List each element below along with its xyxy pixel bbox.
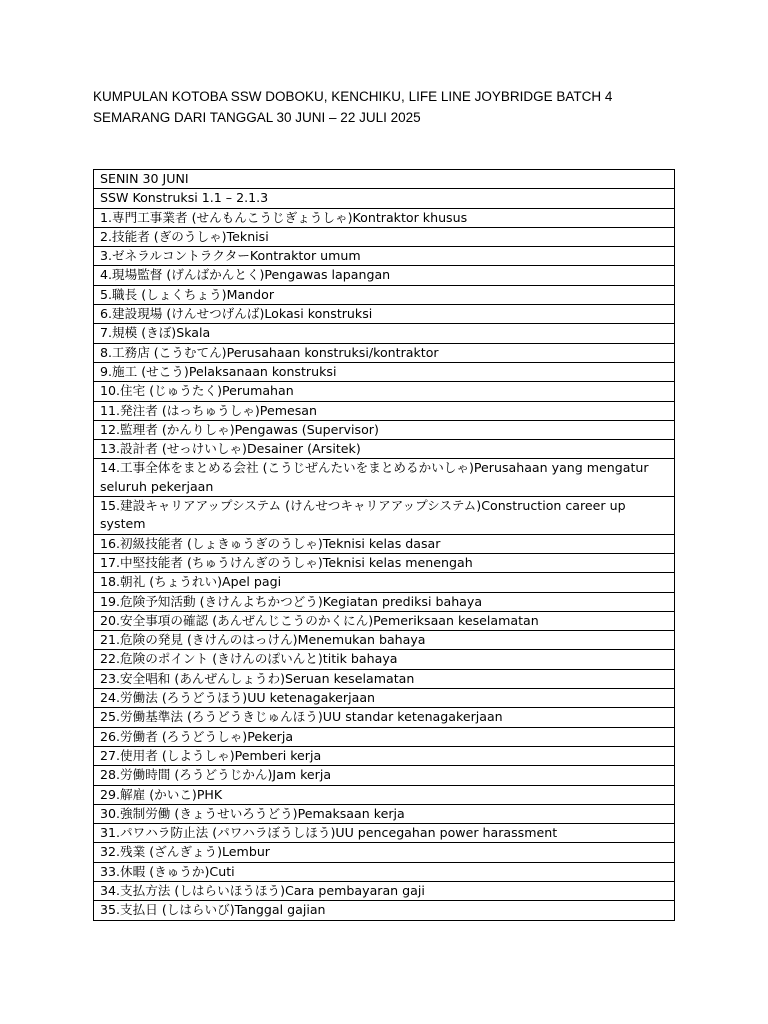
- table-row: [94, 592, 675, 611]
- vocab-entry-cell: 27.使用者 (しようしゃ)Pemberi kerja: [94, 746, 675, 765]
- vocab-entry-cell: 33.休暇 (きゅうか)Cuti: [94, 862, 675, 881]
- vocab-entry-cell: 29.解雇 (かいこ)PHK: [94, 785, 675, 804]
- table-row: [94, 804, 675, 823]
- vocab-entry-cell: 35.支払日 (しはらいび)Tanggal gajian: [94, 901, 675, 920]
- table-row: [94, 401, 675, 420]
- table-row: [94, 266, 675, 285]
- table-row: [94, 343, 675, 362]
- document-title: [93, 86, 733, 128]
- table-row: [94, 285, 675, 304]
- table-row: [94, 227, 675, 246]
- vocab-entry-cell: 32.残業 (ざんぎょう)Lembur: [94, 843, 675, 862]
- table-row: [94, 881, 675, 900]
- vocab-entry-cell: 34.支払方法 (しはらいほうほう)Cara pembayaran gaji: [94, 881, 675, 900]
- vocab-entry-cell: 21.危険の発見 (きけんのはっけん)Menemukan bahaya: [94, 631, 675, 650]
- section-header-cell: SSW Konstruksi 1.1 – 2.1.3: [94, 189, 675, 208]
- vocab-entry-cell: 16.初級技能者 (しょきゅうぎのうしゃ)Teknisi kelas dasar: [94, 534, 675, 553]
- vocab-entry-cell: 30.強制労働 (きょうせいろうどう)Pemaksaan kerja: [94, 804, 675, 823]
- vocab-entry-cell: 11.発注者 (はっちゅうしゃ)Pemesan: [94, 401, 675, 420]
- vocab-entry-cell: 3.ゼネラルコントラクターKontraktor umum: [94, 247, 675, 266]
- vocab-entry-cell: 15.建設キャリアアップシステム (けんせつキャリアアップシステム)Construction career up system: [94, 497, 675, 535]
- table-row: [94, 843, 675, 862]
- vocab-entry-cell: 10.住宅 (じゅうたく)Perumahan: [94, 382, 675, 401]
- table-row: [94, 382, 675, 401]
- table-row: [94, 611, 675, 630]
- vocab-entry-cell: 1.専門工事業者 (せんもんこうじぎょうしゃ)Kontraktor khusus: [94, 208, 675, 227]
- title-line-1: KUMPULAN KOTOBA SSW DOBOKU, KENCHIKU, LIFE LINE JOYBRIDGE BATCH 4: [93, 89, 613, 104]
- table-row: [94, 824, 675, 843]
- vocabulary-table-body: [94, 170, 675, 921]
- table-row: [94, 362, 675, 381]
- vocab-entry-cell: 22.危険のポイント (きけんのぽいんと)titik bahaya: [94, 650, 675, 669]
- table-row: [94, 766, 675, 785]
- vocab-entry-cell: 28.労働時間 (ろうどうじかん)Jam kerja: [94, 766, 675, 785]
- vocab-entry-cell: 12.監理者 (かんりしゃ)Pengawas (Supervisor): [94, 420, 675, 439]
- vocab-entry-cell: 14.工事全体をまとめる会社 (こうじぜんたいをまとめるかいしゃ)Perusahaan yang mengatur seluruh pekerjaan: [94, 459, 675, 497]
- vocab-entry-cell: 23.安全唱和 (あんぜんしょうわ)Seruan keselamatan: [94, 669, 675, 688]
- vocab-entry-cell: 6.建設現場 (けんせつげんば)Lokasi konstruksi: [94, 305, 675, 324]
- table-row: [94, 534, 675, 553]
- table-row: [94, 785, 675, 804]
- table-row: [94, 727, 675, 746]
- day-header-row: [94, 170, 675, 189]
- vocab-entry-cell: 2.技能者 (ぎのうしゃ)Teknisi: [94, 227, 675, 246]
- table-row: [94, 497, 675, 535]
- day-header-cell: SENIN 30 JUNI: [94, 170, 675, 189]
- table-row: [94, 305, 675, 324]
- table-row: [94, 631, 675, 650]
- table-row: [94, 324, 675, 343]
- vocab-entry-cell: 17.中堅技能者 (ちゅうけんぎのうしゃ)Teknisi kelas menengah: [94, 553, 675, 572]
- vocab-entry-cell: 8.工務店 (こうむてん)Perusahaan konstruksi/kontraktor: [94, 343, 675, 362]
- section-header-row: [94, 189, 675, 208]
- table-row: [94, 459, 675, 497]
- vocab-entry-cell: 9.施工 (せこう)Pelaksanaan konstruksi: [94, 362, 675, 381]
- vocab-entry-cell: 4.現場監督 (げんばかんとく)Pengawas lapangan: [94, 266, 675, 285]
- vocab-entry-cell: 7.規模 (きぼ)Skala: [94, 324, 675, 343]
- table-row: [94, 901, 675, 920]
- table-row: [94, 862, 675, 881]
- vocab-entry-cell: 5.職長 (しょくちょう)Mandor: [94, 285, 675, 304]
- vocab-entry-cell: 18.朝礼 (ちょうれい)Apel pagi: [94, 573, 675, 592]
- vocab-entry-cell: 26.労働者 (ろうどうしゃ)Pekerja: [94, 727, 675, 746]
- table-row: [94, 573, 675, 592]
- table-row: [94, 708, 675, 727]
- vocab-entry-cell: 24.労働法 (ろうどうほう)UU ketenagakerjaan: [94, 689, 675, 708]
- vocab-entry-cell: 13.設計者 (せっけいしゃ)Desainer (Arsitek): [94, 440, 675, 459]
- vocab-entry-cell: 25.労働基準法 (ろうどうきじゅんほう)UU standar ketenagakerjaan: [94, 708, 675, 727]
- title-line-2: SEMARANG DARI TANGGAL 30 JUNI – 22 JULI 2025: [93, 110, 421, 125]
- table-row: [94, 208, 675, 227]
- table-row: [94, 440, 675, 459]
- vocab-entry-cell: 20.安全事項の確認 (あんぜんじこうのかくにん)Pemeriksaan keselamatan: [94, 611, 675, 630]
- table-row: [94, 650, 675, 669]
- table-row: [94, 689, 675, 708]
- table-row: [94, 669, 675, 688]
- vocab-entry-cell: 31.パワハラ防止法 (パワハラぼうしほう)UU pencegahan power harassment: [94, 824, 675, 843]
- table-row: [94, 746, 675, 765]
- vocabulary-table: [93, 169, 675, 921]
- table-row: [94, 553, 675, 572]
- vocab-entry-cell: 19.危険予知活動 (きけんよちかつどう)Kegiatan prediksi bahaya: [94, 592, 675, 611]
- table-row: [94, 247, 675, 266]
- table-row: [94, 420, 675, 439]
